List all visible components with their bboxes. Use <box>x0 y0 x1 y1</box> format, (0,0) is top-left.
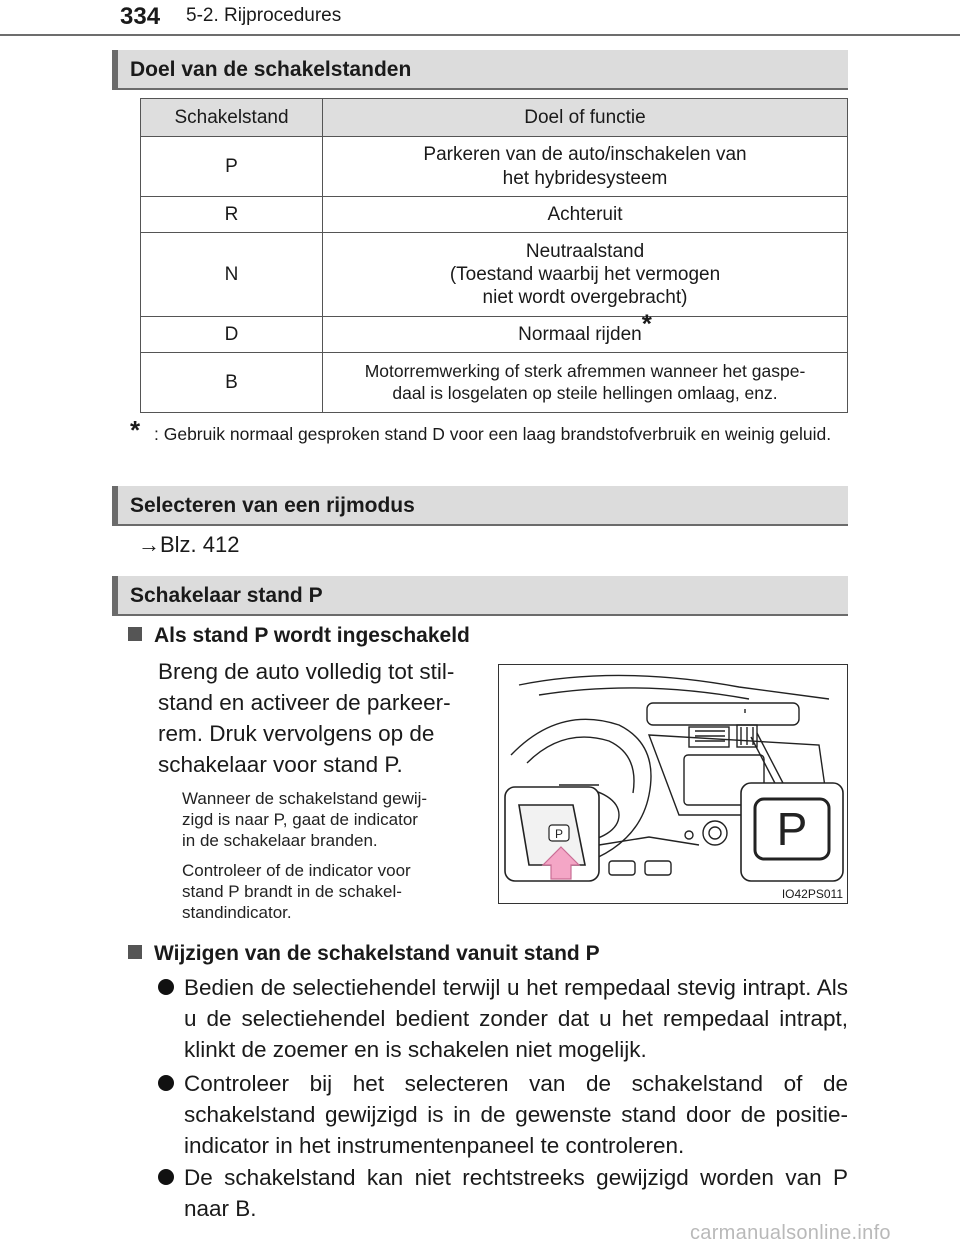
paragraph-line: schakelaar voor stand P. <box>158 752 403 777</box>
square-bullet-icon <box>128 627 142 641</box>
p-switch-illustration <box>498 664 848 904</box>
dashboard-drawing <box>499 665 848 904</box>
table-footnote <box>130 415 846 446</box>
function-line: het hybridesysteem <box>502 167 668 189</box>
bullet-item <box>158 972 848 1065</box>
page-header <box>0 0 960 40</box>
function-line: niet wordt overgebracht) <box>482 287 688 309</box>
section-heading-p-switch <box>112 576 848 616</box>
column-header: Schakelstand <box>141 99 323 137</box>
note-line: stand P brandt in de schakel- <box>182 882 402 901</box>
p-switch-label: P <box>776 803 808 855</box>
function-line: Parkeren van de auto/inschakelen van <box>423 144 747 166</box>
bullet-dot-icon <box>158 1169 174 1185</box>
shift-position-cell: R <box>141 197 323 233</box>
column-header: Doel of functie <box>323 99 848 137</box>
instruction-paragraph <box>158 656 464 780</box>
shift-position-table <box>140 98 848 413</box>
function-line: Achteruit <box>547 203 623 225</box>
shift-position-cell: B <box>141 353 323 413</box>
function-line: Motorremwerking of sterk afremmen wanneer het gaspe- <box>364 361 806 382</box>
shift-position-cell: D <box>141 317 323 353</box>
watermark: carmanualsonline.info <box>690 1222 891 1244</box>
subheading-text: Als stand P wordt ingeschakeld <box>154 624 470 647</box>
function-cell <box>323 308 848 353</box>
function-line: Neutraalstand <box>525 240 645 262</box>
section-title: Schakelaar stand P <box>130 584 323 607</box>
footnote-marker: * <box>641 308 652 339</box>
subheading-text: Wijzigen van de schakelstand vanuit stand P <box>154 942 600 965</box>
small-p-label: P <box>554 827 564 841</box>
note-line: standindicator. <box>182 903 292 922</box>
table-row <box>141 353 848 413</box>
page-reference-link[interactable]: →Blz. 412 <box>138 532 240 557</box>
function-cell <box>323 233 848 317</box>
bullet-text: De schakelstand kan niet rechtstreeks gewijzigd worden van P naar B. <box>184 1165 848 1221</box>
note-check-indicator <box>182 860 464 923</box>
bullet-item <box>158 1162 848 1224</box>
note-line: zigd is naar P, gaat de indicator <box>182 810 418 829</box>
table-row <box>141 197 848 233</box>
subheading-p-engaged <box>128 624 470 648</box>
section-title: Doel van de schakelstanden <box>130 58 412 81</box>
bullet-text: Bedien de selectiehendel terwijl u het rempedaal stevig intrapt. Als u de selectiehendel bedient zonder dat u het rempedaal intrapt, klinkt de zoemer en is schakelen niet mogelijk. <box>184 975 848 1062</box>
subheading-change-from-p <box>128 942 600 966</box>
table-row <box>141 233 848 317</box>
shift-position-cell: N <box>141 233 323 317</box>
bullet-dot-icon <box>158 1075 174 1091</box>
note-indicator-lights <box>182 788 464 851</box>
paragraph-line: stand en activeer de parkeer- <box>158 690 451 715</box>
bullet-text: Controleer bij het selecteren van de schakelstand of de schakelstand gewijzigd is in de gewenste stand door de positie-indicator in het instrumentenpaneel te controleren. <box>184 1071 848 1158</box>
function-line: Normaal rijden <box>518 323 642 345</box>
chapter-title: 5-2. Rijprocedures <box>186 5 342 26</box>
header-divider <box>0 34 960 36</box>
bullet-item <box>158 1068 848 1161</box>
footnote-star: * <box>130 415 141 445</box>
footnote-text: : Gebruik normaal gesproken stand D voor een laag brandstofverbruik en weinig geluid. <box>154 424 832 444</box>
bullet-dot-icon <box>158 979 174 995</box>
note-line: Controleer of de indicator voor <box>182 861 411 880</box>
note-line: in de schakelaar branden. <box>182 831 378 850</box>
paragraph-line: rem. Druk vervolgens op de <box>158 721 435 746</box>
table-header-row <box>141 99 848 137</box>
square-bullet-icon <box>128 945 142 959</box>
function-line: (Toestand waarbij het vermogen <box>449 263 721 285</box>
shift-position-cell: P <box>141 137 323 197</box>
function-cell <box>323 353 848 413</box>
paragraph-line: Breng de auto volledig tot stil- <box>158 659 455 684</box>
note-line: Wanneer de schakelstand gewij- <box>182 789 428 808</box>
figure-code: IO42PS011 <box>781 887 843 901</box>
table-row <box>141 317 848 353</box>
section-heading-drive-mode <box>112 486 848 526</box>
section-heading-shift-positions <box>112 50 848 90</box>
page-number: 334 <box>120 3 161 30</box>
function-cell <box>323 197 848 233</box>
table-row <box>141 137 848 197</box>
function-line: daal is losgelaten op steile hellingen omlaag, enz. <box>392 382 778 403</box>
function-cell <box>323 137 848 197</box>
section-title: Selecteren van een rijmodus <box>130 494 415 517</box>
